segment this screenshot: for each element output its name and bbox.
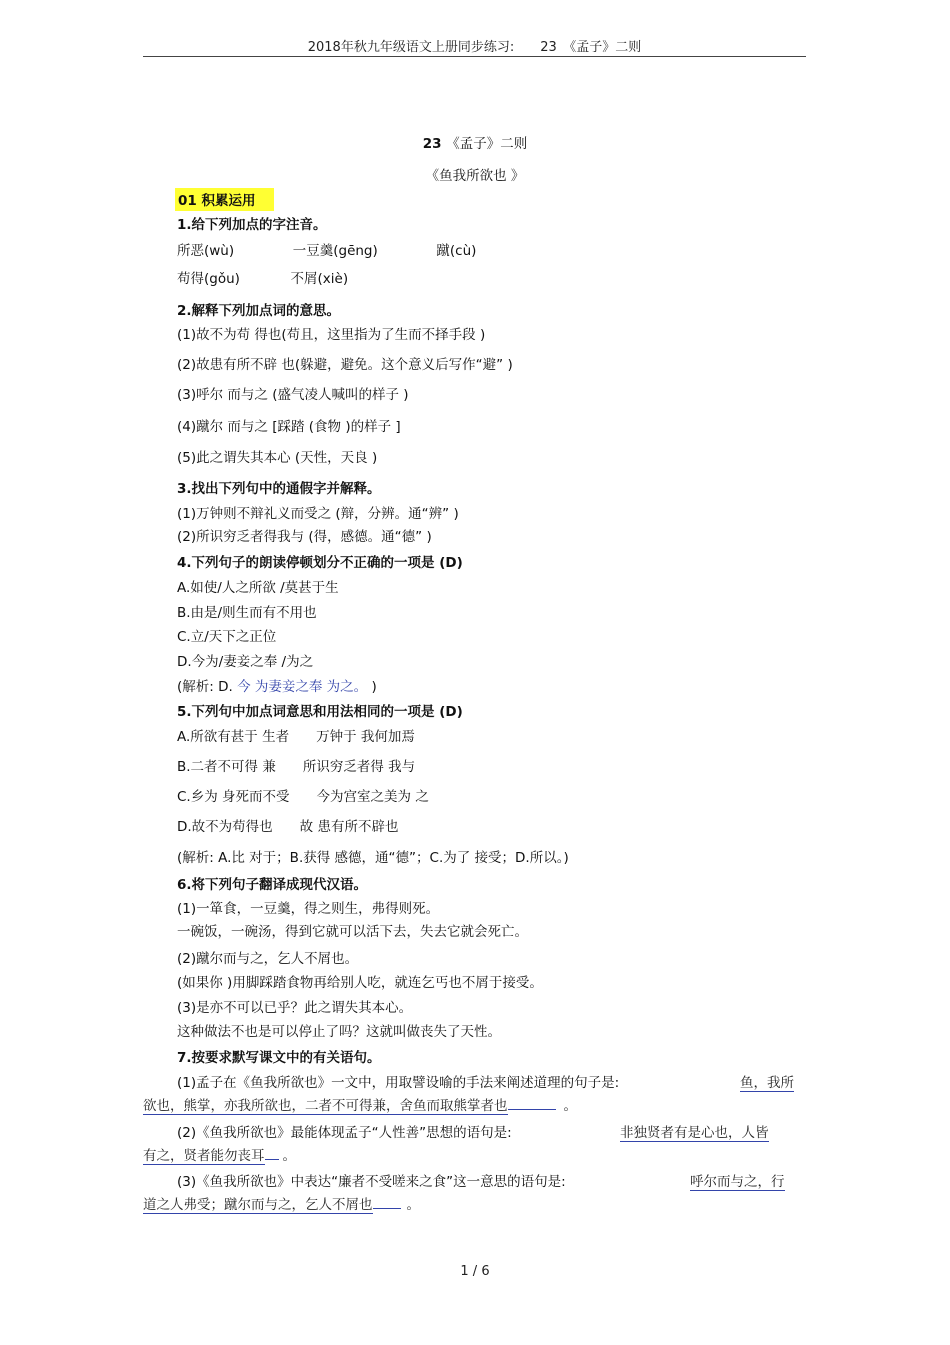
q7-item-2-answer-a (620, 1124, 769, 1142)
q5-option-b: B.二者不可得 兼 所识穷乏者得 我与 (177, 759, 416, 775)
period: 。 (406, 1197, 420, 1213)
q4-analysis-suffix: ) (371, 679, 377, 695)
subtitle: 《鱼我所欲也 》 (425, 168, 525, 184)
q4-analysis-prefix: (解析: D. (177, 679, 233, 695)
q7-item-1-answer-a-text: 鱼，我所 (740, 1075, 794, 1091)
q1-row1 (177, 242, 476, 260)
q5-option-a: A.所欲有甚于 生者 万钟于 我何加焉 (177, 729, 415, 745)
title-number: 23 (422, 136, 442, 152)
q7-item-1-question: (1)孟子在《鱼我所欲也》一文中，用取譬设喻的手法来阐述道理的句子是: (177, 1075, 620, 1091)
q4-option-a: A.如使/人之所欲 /莫甚于生 (177, 580, 339, 596)
q5-analysis: (解析: A.比 对于；B.获得 感德，通“德”；C.为了 接受；D.所以。) (177, 850, 569, 866)
q5-option-d: D.故不为苟得也 故 患有所不辟也 (177, 819, 399, 835)
q3-item-2: (2)所识穷乏者得我与 (得，感德。通“德” ) (177, 529, 432, 545)
page-number: 1 / 6 (460, 1264, 490, 1279)
q5-option-c: C.乡为 身死而不受 今为宫室之美为 之 (177, 789, 429, 805)
q1-d: 苟得(gǒu) (177, 271, 240, 287)
section-label: 01 积累运用 (175, 188, 274, 211)
q1-c: 蹴(cù) (436, 243, 477, 259)
q7-item-3-answer-a-text: 呼尔而与之，行 (690, 1174, 785, 1190)
q4-prompt: 4.下列句子的朗读停顿划分不正确的一项是 (D) (177, 555, 463, 571)
q7-item-1-answer-a (740, 1074, 794, 1092)
q7-item-3-answer-b (143, 1196, 420, 1214)
q4-option-b: B.由是/则生而有不用也 (177, 605, 317, 621)
q2-prompt: 2.解释下列加点词的意思。 (177, 303, 341, 319)
q7-item-1-answer-b (143, 1097, 577, 1115)
q7-item-3-question: (3)《鱼我所欲也》中表达“廉者不受嗟来之食”这一意思的语句是: (177, 1174, 566, 1190)
q6-translation-2: (如果你 )用脚踩踏食物再给别人吃，就连乞丐也不屑于接受。 (177, 975, 543, 991)
q4-option-c: C.立/天下之正位 (177, 629, 277, 645)
q2-item-1: (1)故不为苟 得也(苟且，这里指为了生而不择手段 ) (177, 327, 486, 343)
q6-source-1: (1)一箪食，一豆羹，得之则生，弗得则死。 (177, 901, 440, 917)
q1-prompt: 1.给下列加点的字注音。 (177, 217, 327, 233)
q1-a: 所恶(wù) (177, 243, 235, 259)
period: 。 (563, 1098, 577, 1114)
q3-item-1: (1)万钟则不辩礼义而受之 (辩，分辨。通“辨” ) (177, 506, 459, 522)
page-title (0, 132, 950, 152)
q7-item-3-answer-b-text: 道之人弗受；蹴尔而与之，乞人不屑也 (143, 1197, 373, 1213)
q7-item-2-answer-b (143, 1147, 296, 1165)
period: 。 (282, 1148, 296, 1164)
q7-item-2-answer-b-text: 有之，贤者能勿丧耳 (143, 1148, 265, 1164)
q7-prompt: 7.按要求默写课文中的有关语句。 (177, 1050, 381, 1066)
q1-b: 一豆羹(gēng) (292, 243, 378, 259)
q6-source-3: (3)是亦不可以已乎？此之谓失其本心。 (177, 1000, 413, 1016)
q1-row2 (177, 270, 348, 288)
q2-item-5: (5)此之谓失其本心 (天性，天良 ) (177, 450, 378, 466)
q6-prompt: 6.将下列句子翻译成现代汉语。 (177, 877, 368, 893)
q4-analysis (177, 678, 377, 696)
q2-item-2: (2)故患有所不辟 也(躲避，避免。这个意义后写作“避” ) (177, 357, 513, 373)
q7-item-1-answer-b-text: 欲也，熊掌，亦我所欲也，二者不可得兼，舍鱼而取熊掌者也 (143, 1098, 508, 1114)
q1-e: 不屑(xiè) (290, 271, 349, 287)
q7-item-2-question: (2)《鱼我所欲也》最能体现孟子“人性善”思想的语句是: (177, 1125, 512, 1141)
q7-item-3-answer-a (690, 1173, 785, 1191)
q7-item-2-answer-a-text: 非独贤者有是心也，人皆 (620, 1125, 769, 1141)
q2-item-3: (3)呼尔 而与之 (盛气凌人喊叫的样子 ) (177, 387, 409, 403)
title-text: 《孟子》二则 (446, 136, 528, 152)
q2-item-4: (4)蹴尔 而与之 [踩踏 (食物 )的样子 ] (177, 419, 401, 435)
q3-prompt: 3.找出下列句中的通假字并解释。 (177, 481, 381, 497)
page-header: 2018年秋九年级语文上册同步练习: 23 《孟子》二则 (143, 36, 806, 57)
q6-source-2: (2)蹴尔而与之，乞人不屑也。 (177, 951, 359, 967)
q4-option-d: D.今为/妻妾之奉 /为之 (177, 654, 314, 670)
q4-analysis-answer: 今 为妻妾之奉 为之。 (237, 679, 368, 695)
q6-translation-3: 这种做法不也是可以停止了吗？这就叫做丧失了天性。 (177, 1024, 501, 1040)
q6-translation-1: 一碗饭，一碗汤，得到它就可以活下去，失去它就会死亡。 (177, 924, 528, 940)
q5-prompt: 5.下列句中加点词意思和用法相同的一项是 (D) (177, 704, 463, 720)
